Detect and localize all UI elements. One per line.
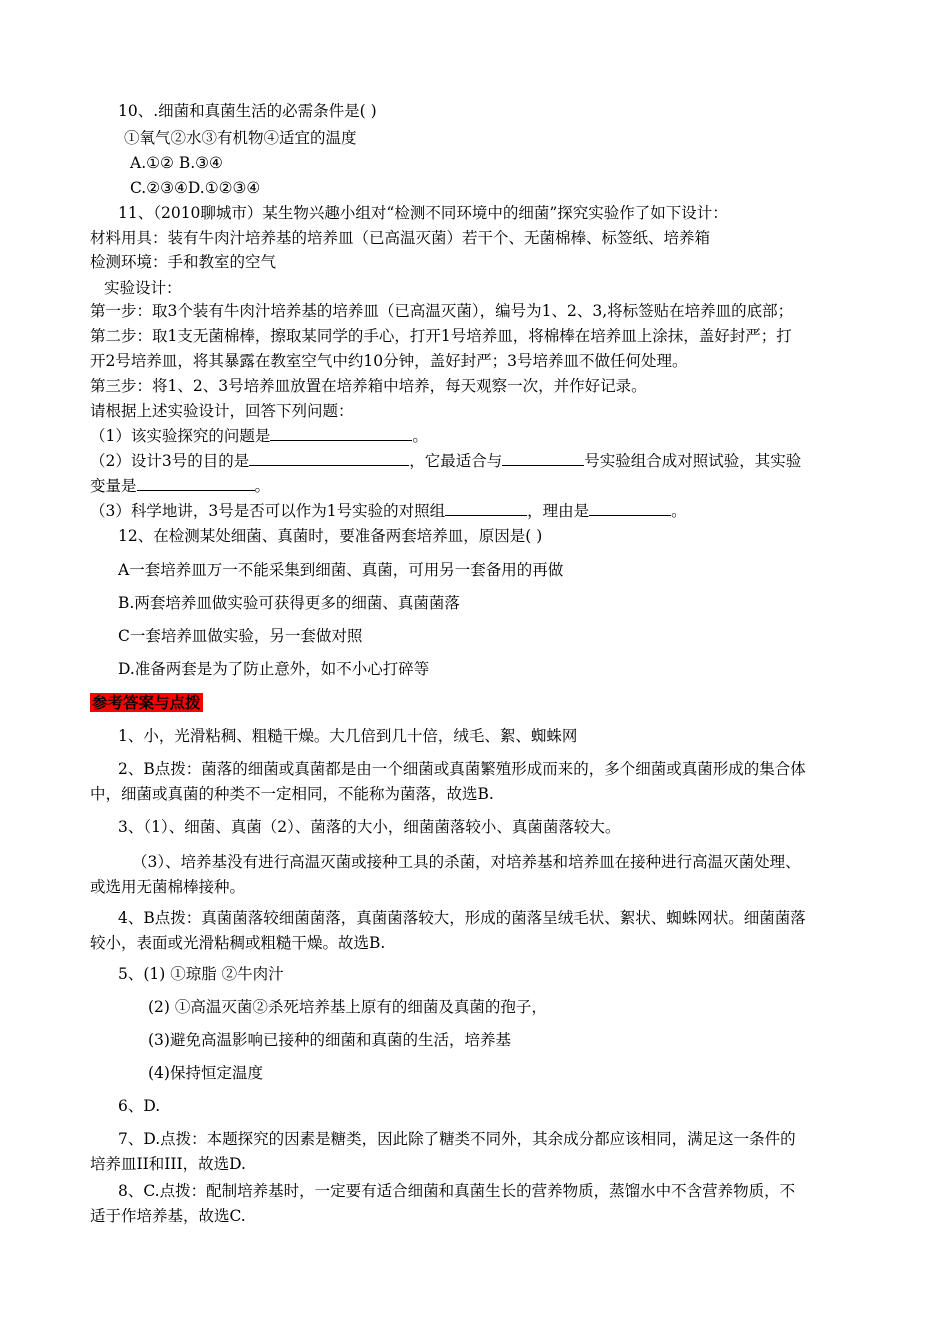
q11-sub3 bbox=[90, 501, 687, 521]
q12-option-b: B.两套培养皿做实验可获得更多的细菌、真菌菌落 bbox=[118, 594, 460, 612]
q11-design-title: 实验设计： bbox=[104, 279, 182, 297]
answers-header bbox=[90, 693, 203, 713]
q11-materials: 材料用具：装有牛肉汁培养基的培养皿（已高温灭菌）若干个、无菌棉棒、标签纸、培养箱 bbox=[90, 229, 711, 247]
q11-environment: 检测环境：手和教室的空气 bbox=[90, 253, 277, 271]
q11-sub2-tail: 号实验组合成对照试验，其实验 bbox=[584, 452, 802, 470]
q11-sub3-end: 。 bbox=[671, 502, 687, 520]
q11-ask: 请根据上述实验设计，回答下列问题： bbox=[90, 402, 354, 420]
q11-sub1-text: （1）该实验探究的问题是 bbox=[90, 427, 271, 445]
answer-2-line1: 2、B点拨：菌落的细菌或真菌都是由一个细菌或真菌繁殖形成而来的，多个细菌或真菌形成的集合体 bbox=[118, 760, 806, 778]
q11-sub2-end: 。 bbox=[254, 477, 271, 495]
q11-sub1-answer-blank[interactable] bbox=[270, 426, 412, 441]
q11-sub2-group-blank[interactable] bbox=[502, 451, 584, 466]
q11-step2-line2: 开2号培养皿，将其暴露在教室空气中约10分钟，盖好封严；3号培养皿不做任何处理。 bbox=[90, 352, 688, 370]
answer-8-line2: 适于作培养基，故选C. bbox=[90, 1207, 246, 1225]
q10-options-ab: A.①② B.③④ bbox=[130, 154, 223, 172]
q11-stem: 11、（2010聊城市）某生物兴趣小组对“检测不同环境中的细菌”探究实验作了如下设计： bbox=[118, 204, 728, 222]
q11-sub1-end: 。 bbox=[412, 427, 428, 445]
answer-2-line2: 中，细菌或真菌的种类不一定相同，不能称为菌落，故选B. bbox=[90, 785, 494, 803]
q11-sub2 bbox=[90, 451, 801, 471]
q11-sub2-cont bbox=[90, 476, 270, 496]
answer-3-line1: 3、（1）、细菌、真菌（2）、菌落的大小，细菌菌落较小、真菌菌落较大。 bbox=[118, 818, 621, 836]
q11-sub3-text: （3）科学地讲，3号是否可以作为1号实验的对照组 bbox=[90, 502, 446, 520]
q11-sub3-yesno-blank[interactable] bbox=[445, 501, 527, 516]
q11-sub2-purpose-blank[interactable] bbox=[249, 451, 409, 466]
q11-sub2-variable-blank[interactable] bbox=[137, 476, 255, 491]
q12-option-a: A一套培养皿万一不能采集到细菌、真菌，可用另一套备用的再做 bbox=[118, 561, 564, 579]
answer-7-line1: 7、D.点拨：本题探究的因素是糖类，因此除了糖类不同外，其余成分都应该相同，满足这一条件的 bbox=[118, 1130, 796, 1148]
q11-sub2-text: （2）设计3号的目的是 bbox=[90, 452, 250, 470]
q12-stem: 12、在检测某处细菌、真菌时，要准备两套培养皿，原因是( ) bbox=[118, 527, 543, 545]
answer-5-part1: 5、(1) ①琼脂 ②牛肉汁 bbox=[118, 965, 284, 983]
answer-5-part2: (2) ①高温灭菌②杀死培养基上原有的细菌及真菌的孢子， bbox=[148, 998, 547, 1016]
q11-step2-line1: 第二步：取1支无菌棉棒，擦取某同学的手心，打开1号培养皿，将棉棒在培养皿上涂抹，盖好封严；打 bbox=[90, 327, 792, 345]
answer-5-part3: (3)避免高温影响已接种的细菌和真菌的生活，培养基 bbox=[148, 1031, 511, 1049]
answer-8-line1: 8、C.点拨：配制培养基时，一定要有适合细菌和真菌生长的营养物质，蒸馏水中不含营养物质，不 bbox=[118, 1182, 796, 1200]
answer-7-line2: 培养皿II和III，故选D. bbox=[90, 1155, 246, 1173]
q12-option-d: D.准备两套是为了防止意外，如不小心打碎等 bbox=[118, 660, 430, 678]
answer-6: 6、D. bbox=[118, 1097, 161, 1115]
answer-5-part4: (4)保持恒定温度 bbox=[148, 1064, 263, 1082]
answer-3-line3: 或选用无菌棉棒接种。 bbox=[90, 878, 246, 896]
q10-stem: 10、.细菌和真菌生活的必需条件是( ) bbox=[118, 102, 377, 120]
q11-sub3-mid: ，理由是 bbox=[527, 502, 590, 520]
q11-step1: 第一步：取3个装有牛肉汁培养基的培养皿（已高温灭菌），编号为1、2、3,将标签贴在培养皿的底部； bbox=[90, 302, 794, 320]
q11-sub2-mid: ，它最适合与 bbox=[409, 452, 503, 470]
q11-sub2-variable-text: 变量是 bbox=[90, 477, 137, 495]
answer-1: 1、小，光滑粘稠、粗糙干燥。大几倍到几十倍，绒毛、絮、蜘蛛网 bbox=[118, 727, 578, 745]
answer-4-line2: 较小，表面或光滑粘稠或粗糙干燥。故选B. bbox=[90, 934, 386, 952]
answer-3-line2: （3）、培养基没有进行高温灭菌或接种工具的杀菌，对培养基和培养皿在接种进行高温灭菌处理、 bbox=[132, 853, 801, 871]
q10-options-cd: C.②③④D.①②③④ bbox=[130, 179, 261, 197]
q11-step3: 第三步：将1、2、3号培养皿放置在培养箱中培养，每天观察一次，并作好记录。 bbox=[90, 377, 647, 395]
q12-option-c: C一套培养皿做实验，另一套做对照 bbox=[118, 627, 363, 645]
q11-sub3-reason-blank[interactable] bbox=[589, 501, 671, 516]
q11-sub1 bbox=[90, 426, 428, 446]
answers-header-label: 参考答案与点拨 bbox=[92, 693, 201, 712]
q10-items: ①氧气②水③有机物④适宜的温度 bbox=[124, 129, 357, 147]
answer-4-line1: 4、B点拨：真菌菌落较细菌菌落，真菌菌落较大，形成的菌落呈绒毛状、絮状、蜘蛛网状。细菌菌落 bbox=[118, 909, 806, 927]
